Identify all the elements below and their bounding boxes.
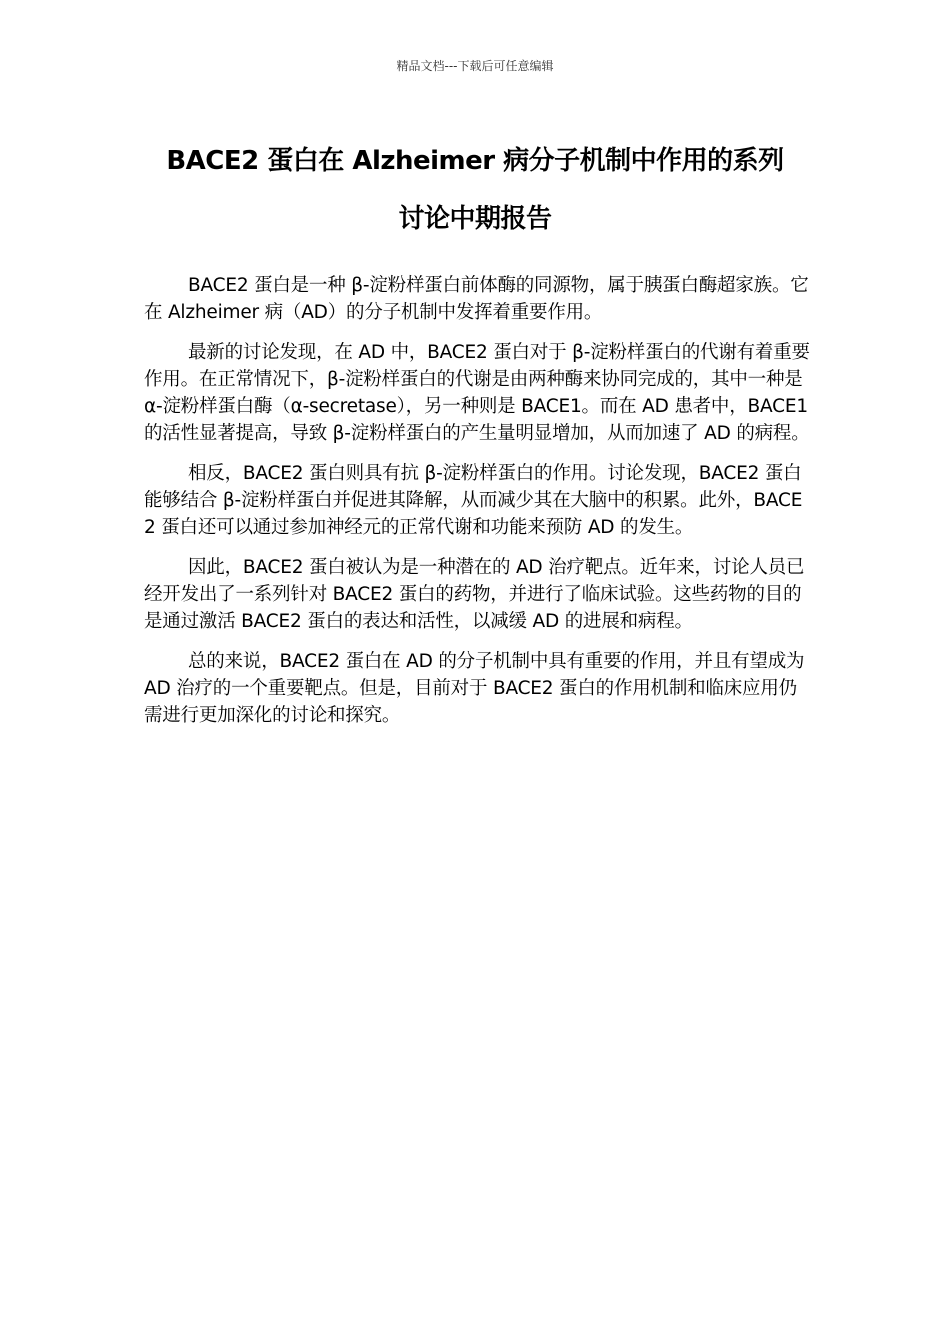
document-body [144,272,812,742]
paragraph-1: BACE2 蛋白是一种 β-淀粉样蛋白前体酶的同源物，属于胰蛋白酶超家族。它在 Alzheimer 病（AD）的分子机制中发挥着重要作用。 [144,275,809,323]
paragraph-5: 总的来说，BACE2 蛋白在 AD 的分子机制中具有重要的作用，并且有望成为 AD 治疗的一个重要靶点。但是，目前对于 BACE2 蛋白的作用机制和临床应用仍需进行更加深化的讨论和探究。 [144,651,805,726]
paragraph-3: 相反，BACE2 蛋白则具有抗 β-淀粉样蛋白的作用。讨论发现，BACE2 蛋白能够结合 β-淀粉样蛋白并促进其降解，从而减少其在大脑中的积累。此外，BACE2 蛋白还可以通过参加神经元的正常代谢和功能来预防 AD 的发生。 [144,463,803,538]
paragraph-4: 因此，BACE2 蛋白被认为是一种潜在的 AD 治疗靶点。近年来，讨论人员已经开发出了一系列针对 BACE2 蛋白的药物，并进行了临床试验。这些药物的目的是通过激活 BACE2 蛋白的表达和活性，以减缓 AD 的进展和病程。 [144,557,805,632]
page-title [100,132,850,248]
title-line-2: 讨论中期报告 [398,204,552,234]
paragraph-2: 最新的讨论发现，在 AD 中，BACE2 蛋白对于 β-淀粉样蛋白的代谢有着重要作用。在正常情况下，β-淀粉样蛋白的代谢是由两种酶来协同完成的，其中一种是 α-淀粉样蛋白酶（α-secretase），另一种则是 BACE1。而在 AD 患者中，BACE1 的活性显著提高，导致 β-淀粉样蛋白的产生量明显增加，从而加速了 AD 的病程。 [144,342,810,444]
title-line-1: BACE2 蛋白在 Alzheimer 病分子机制中作用的系列 [166,146,784,176]
header-note: 精品文档---下载后可任意编辑 [396,59,554,73]
